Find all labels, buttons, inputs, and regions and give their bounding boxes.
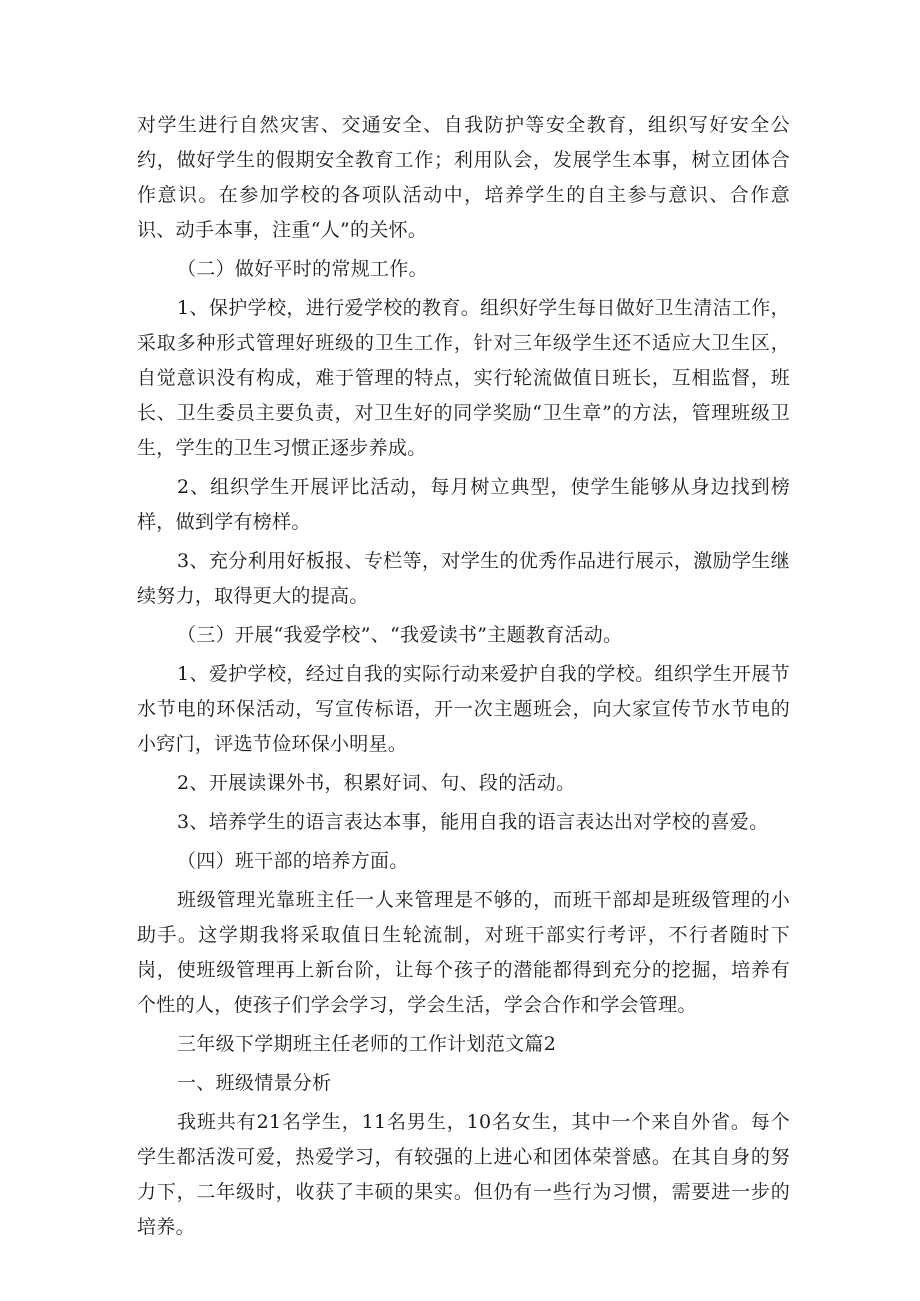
paragraph-extracurricular-reading: 2、开展读课外书，积累好词、句、段的活动。 [177,772,576,794]
section-heading-class-analysis: 一、班级情景分析 [177,1072,332,1094]
section-heading-class-cadres: （四）班干部的培养方面。 [177,850,409,872]
paragraph-language-expression: 3、培养学生的语言表达本事，能用自我的语言表达出对学校的喜爱。 [177,811,769,833]
document-body [137,108,790,1249]
paragraph-class-overview: 我班共有21名学生，11名男生，10名女生，其中一个来自外省。每个学生都活泼可爱，热爱学习，有较强的上进心和团体荣誉感。在其自身的努力下，二年级时，收获了丰硕的果实。但仍有一些行为习惯，需要进一步的培养。 [137,1111,790,1238]
paragraph-safety-education: 对学生进行自然灾害、交通安全、自我防护等安全教育，组织写好安全公约，做好学生的假期安全教育工作；利用队会，发展学生本事，树立团体合作意识。在参加学校的各项队活动中，培养学生的自主参与意识、合作意识、动手本事，注重“人”的关怀。 [137,114,790,241]
section-heading-routine-work: （二）做好平时的常规工作。 [177,258,428,280]
paragraph-class-management: 班级管理光靠班主任一人来管理是不够的，而班干部却是班级管理的小助手。这学期我将采取值日生轮流制，对班干部实行考评，不行者随时下岗，使班级管理再上新台阶，让每个孩子的潜能都得到充分的挖掘，培养有个性的人，使孩子们学会学习，学会生活，学会合作和学会管理。 [137,889,790,1016]
paragraph-care-for-school: 1、爱护学校，经过自我的实际行动来爱护自我的学校。组织学生开展节水节电的环保活动，写宣传标语，开一次主题班会，向大家宣传节水节电的小窍门，评选节俭环保小明星。 [137,663,790,755]
paragraph-blackboard-display: 3、充分利用好板报、专栏等，对学生的优秀作品进行展示，激励学生继续努力，取得更大的提高。 [137,550,790,607]
paragraph-evaluation-activities: 2、组织学生开展评比活动，每月树立典型，使学生能够从身边找到榜样，做到学有榜样。 [137,476,790,533]
section-heading-theme-activities: （三）开展“我爱学校”、“我爱读书”主题教育活动。 [177,624,623,646]
paragraph-protect-school: 1、保护学校，进行爱学校的教育。组织好学生每日做好卫生清洁工作，采取多种形式管理好班级的卫生工作，针对三年级学生还不适应大卫生区，自觉意识没有构成，难于管理的特点，实行轮流做值日班长，互相监督，班长、卫生委员主要负责，对卫生好的同学奖励“卫生章”的方法，管理班级卫生，学生的卫生习惯正逐步养成。 [137,297,790,459]
article-title-part2: 三年级下学期班主任老师的工作计划范文篇2 [177,1033,557,1055]
